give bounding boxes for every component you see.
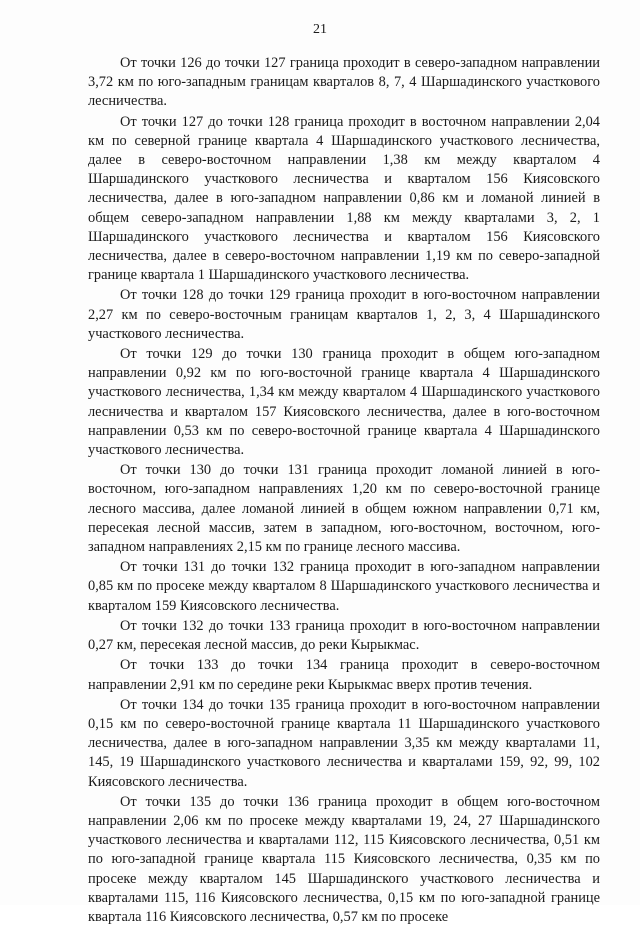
paragraph-point-133-134: От точки 133 до точки 134 граница проходит в северо-восточном направлении 2,91 км по середине реки Кырыкмас вверх против течения.: [88, 657, 600, 693]
paragraph-point-135-136: От точки 135 до точки 136 граница проходит в общем юго-восточном направлении 2,06 км по просеке между кварталами 19, 24, 27 Шаршадинского участкового лесничества и кварталами 112, 115 Киясовского лесничества, 0,51 км по юго-западной границе квартала 115 Киясовского лесничества, 0,35 км по просеке между кварталом 145 Шаршадинского участкового лесничества и кварталами 115, 116 Киясовского лесничества, 0,15 км по юго-западной границе квартала 116 Киясовского лесничества, 0,57 км по просеке: [88, 793, 600, 925]
paragraph-point-131-132: От точки 131 до точки 132 граница проходит в юго-западном направлении 0,85 км по просеке между кварталом 8 Шаршадинского участкового лесничества и кварталом 159 Киясовского лесничества.: [88, 559, 600, 614]
paragraph-point-128-129: От точки 128 до точки 129 граница проходит в юго-восточном направлении 2,27 км по северо-восточным границам кварталов 1, 2, 3, 4 Шаршадинского участкового лесничества.: [88, 287, 600, 342]
paragraph-point-129-130: От точки 129 до точки 130 граница проходит в общем юго-западном направлении 0,92 км по юго-восточной границе квартала 4 Шаршадинского участкового лесничества, 1,34 км между кварталом 4 Шаршадинского участкового лесничества и кварталом 157 Киясовского лесничества, далее в юго-восточном направлении 0,53 км по северо-восточной границе квартала 4 Шаршадинского участкового лесничества.: [88, 346, 600, 459]
document-body: [88, 54, 600, 928]
paragraph-point-132-133: От точки 132 до точки 133 граница проходит в юго-восточном направлении 0,27 км, пересекая лесной массив, до реки Кырыкмас.: [88, 617, 600, 654]
paragraph-point-127-128: От точки 127 до точки 128 граница проходит в восточном направлении 2,04 км по северной границе квартала 4 Шаршадинского участкового лесничества, далее в северо-восточном направлении 1,38 км между кварталом 4 Шаршадинского участкового лесничества и кварталом 156 Киясовского лесничества, далее в юго-западном направлении 0,86 км и ломаной линией в общем северо-западном направлении 1,88 км между кварталами 3, 2, 1 Шаршадинского участкового лесничества и кварталом 156 Киясовского лесничества, далее в северо-восточном направлении 1,19 км по северо-западной границе квартала 1 Шаршадинского участкового лесничества.: [88, 113, 600, 284]
paragraph-point-134-135: От точки 134 до точки 135 граница проходит в юго-восточном направлении 0,15 км по северо-восточной границе квартала 11 Шаршадинского участкового лесничества, далее в юго-западном направлении 3,35 км между кварталами 11, 145, 19 Шаршадинского участкового лесничества и кварталами 159, 92, 99, 102 Киясовского лесничества.: [88, 696, 600, 790]
paragraph-point-126-127: От точки 126 до точки 127 граница проходит в северо-западном направлении 3,72 км по юго-западным границам кварталов 8, 7, 4 Шаршадинского участкового лесничества.: [88, 55, 600, 110]
paragraph-point-130-131: От точки 130 до точки 131 граница проходит ломаной линией в юго-восточном, юго-западном направлениях 1,20 км по северо-восточной границе лесного массива, далее ломаной линией в общем южном направлении 0,71 км, пересекая лесной массив, затем в западном, юго-восточном, восточном, юго-западном направлениях 2,15 км по границе лесного массива.: [88, 462, 600, 556]
page-number: 21: [313, 22, 327, 37]
